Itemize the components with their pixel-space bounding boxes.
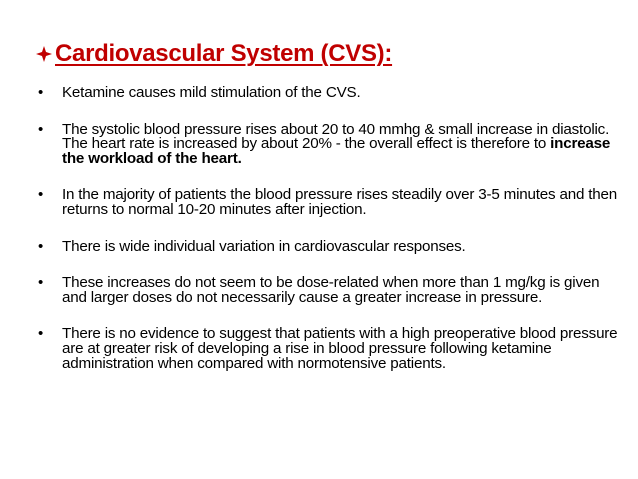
bullet-text: There is no evidence to suggest that patients with a high preoperative blood pressure are at greater risk of developing a rise in blood pressure following ketamine administration when compared with normotensive patients. bbox=[62, 325, 618, 372]
bullet-item bbox=[38, 237, 618, 255]
slide-title bbox=[36, 40, 392, 68]
bullet-list bbox=[38, 86, 618, 393]
bullet-text: These increases do not seem to be dose-related when more than 1 mg/kg is given and larger doses do not necessarily cause a greater increase in pressure. bbox=[62, 274, 600, 306]
bullet-bold-text: increase the workload of the heart. bbox=[62, 135, 611, 167]
slide-title-text: Cardiovascular System (CVS): bbox=[55, 40, 393, 67]
bullet-marker: • bbox=[38, 120, 44, 138]
bullet-text: The systolic blood pressure rises about 20 to 40 mmhg & small increase in diastolic. The heart rate is increased by about 20% - the overall effect is therefore to bbox=[62, 120, 610, 153]
diamond-bullet-icon bbox=[36, 46, 52, 62]
bullet-item bbox=[38, 86, 618, 101]
bullet-marker: • bbox=[38, 186, 44, 204]
bullet-item bbox=[38, 120, 618, 167]
bullet-marker: • bbox=[38, 325, 44, 343]
bullet-item bbox=[38, 188, 618, 217]
bullet-text: There is wide individual variation in cardiovascular responses. bbox=[62, 237, 466, 255]
bullet-text: In the majority of patients the blood pressure rises steadily over 3-5 minutes and then returns to normal 10-20 minutes after injection. bbox=[62, 186, 617, 218]
bullet-text: Ketamine causes mild stimulation of the CVS. bbox=[62, 84, 361, 101]
bullet-marker: • bbox=[38, 274, 44, 292]
bullet-marker: • bbox=[38, 84, 44, 101]
bullet-item bbox=[38, 327, 618, 371]
bullet-item bbox=[38, 276, 618, 305]
bullet-marker: • bbox=[38, 237, 44, 255]
